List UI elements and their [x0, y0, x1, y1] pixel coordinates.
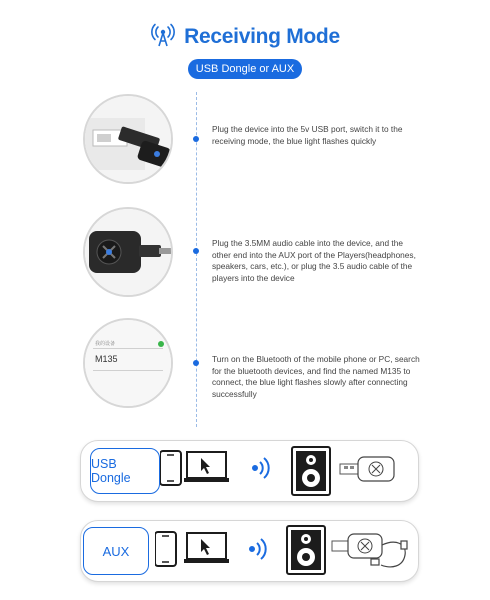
mode-pill: USB Dongle or AUX [188, 59, 302, 79]
step-3-text: Turn on the Bluetooth of the mobile phone or PC, search for the bluetooth devices, and find the named M135 to connect, the blue light flashes slowly after connecting successfully [212, 354, 420, 399]
step-3-dot [193, 360, 199, 366]
usb-dongle-illustration [160, 446, 420, 498]
timeline-line [196, 92, 197, 427]
header [0, 20, 490, 54]
usb-dongle-icon [340, 457, 394, 481]
aux-cable-icon [85, 209, 171, 295]
usb-dongle-icon [332, 534, 382, 558]
step-2-text: Plug the 3.5MM audio cable into the device, and the other end into the AUX port of the Players(headphones, speakers, cars, etc.), or plug the 3.5 audio cable of the players into the device [212, 238, 416, 283]
signal-tower-icon [150, 23, 176, 52]
speaker-icon [287, 526, 325, 574]
usb-port-icon [85, 96, 171, 182]
step-1-image [83, 94, 173, 184]
usb-dongle-label: USB Dongle [90, 448, 160, 494]
device-name[interactable]: M135 [95, 354, 118, 364]
step-1-text: Plug the device into the 5v USB port, switch it to the receiving mode, the blue light flashes quickly [212, 124, 403, 146]
phone-icon [160, 451, 181, 485]
speaker-icon [292, 447, 330, 495]
laptop-icon [184, 533, 229, 563]
aux-label: AUX [83, 527, 149, 575]
laptop-icon [184, 452, 229, 482]
bluetooth-wave-icon [250, 539, 266, 559]
bluetooth-wave-icon [253, 458, 269, 478]
page-title: Receiving Mode [184, 25, 340, 48]
phone-icon [155, 532, 176, 566]
status-dot [158, 341, 164, 347]
step-2-dot [193, 248, 199, 254]
step-2-image [83, 207, 173, 297]
aux-illustration [155, 525, 417, 577]
step-3-image [83, 318, 173, 408]
list-header: 我的设备 [95, 341, 116, 347]
step-1-dot [193, 136, 199, 142]
